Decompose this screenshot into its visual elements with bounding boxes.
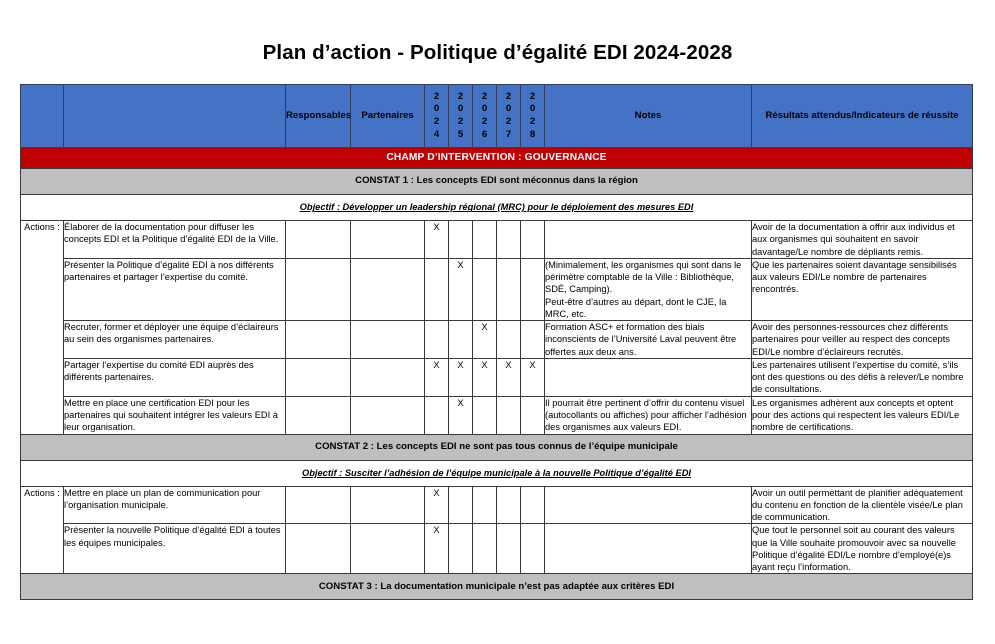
- partenaires-cell[interactable]: [351, 396, 425, 434]
- partenaires-cell[interactable]: [351, 321, 425, 359]
- year-cell-2026[interactable]: [473, 486, 497, 524]
- notes-cell[interactable]: (Minimalement, les organismes qui sont dans le périmètre comptable de la Ville : Bibliothèque, SDÉ, Camping). Peut-être d’autres au départ, dont le CJE, la MRC, etc.: [545, 258, 752, 320]
- resultats-cell[interactable]: Avoir des personnes-ressources chez différents partenaires pour veiller au respect des concepts EDI/Le nombre d’éclaireurs recrutés.: [752, 321, 973, 359]
- year-cell-2026[interactable]: X: [473, 321, 497, 359]
- year-cell-2027[interactable]: [497, 486, 521, 524]
- partenaires-cell[interactable]: [351, 258, 425, 320]
- resultats-cell[interactable]: Que tout le personnel soit au courant des valeurs que la Ville souhaite promouvoir avec sa nouvelle Politique d’égalité EDI/Le nombre d’employé(e)s ayant reçu l’information.: [752, 524, 973, 574]
- header-year-2026: 2 0 2 6: [473, 85, 497, 148]
- year-cell-2026[interactable]: [473, 221, 497, 259]
- action-text: Présenter la nouvelle Politique d’égalité EDI à toutes les équipes municipales.: [64, 524, 286, 574]
- year-cell-2025[interactable]: X: [449, 358, 473, 396]
- header-year-2024: 2 0 2 4: [425, 85, 449, 148]
- year-cell-2028[interactable]: [521, 396, 545, 434]
- header-action-spacer: [64, 85, 286, 148]
- constat-row-1: [21, 169, 973, 195]
- table-header-row: [21, 85, 973, 148]
- responsables-cell[interactable]: [286, 221, 351, 259]
- action-text: Élaborer de la documentation pour diffuser les concepts EDI et la Politique d’égalité EDI de la Ville.: [64, 221, 286, 259]
- partenaires-cell[interactable]: [351, 486, 425, 524]
- header-actions-spacer: [21, 85, 64, 148]
- resultats-cell[interactable]: Les partenaires utilisent l’expertise du comité, s’ils ont des questions ou des défis à relever/Le nombre de consultations.: [752, 358, 973, 396]
- actions-label: Actions :: [21, 486, 64, 574]
- header-resultats: Résultats attendus/Indicateurs de réussite: [752, 85, 973, 148]
- action-text: Mettre en place un plan de communication pour l’organisation municipale.: [64, 486, 286, 524]
- action-text: Partager l’expertise du comité EDI auprès des différents partenaires.: [64, 358, 286, 396]
- objectif-row-2: [21, 460, 973, 486]
- year-cell-2025[interactable]: [449, 524, 473, 574]
- year-cell-2026[interactable]: [473, 258, 497, 320]
- year-cell-2025[interactable]: X: [449, 258, 473, 320]
- resultats-cell[interactable]: Que les partenaires soient davantage sensibilisés aux valeurs EDI/Le nombre de partenaires rencontrés.: [752, 258, 973, 320]
- year-cell-2028[interactable]: [521, 258, 545, 320]
- year-cell-2025[interactable]: [449, 221, 473, 259]
- resultats-cell[interactable]: Avoir de la documentation à offrir aux individus et aux organismes qui souhaitent en savoir davantage/Le nombre de dépliants remis.: [752, 221, 973, 259]
- year-cell-2027[interactable]: [497, 321, 521, 359]
- notes-cell[interactable]: [545, 221, 752, 259]
- year-cell-2028[interactable]: [521, 524, 545, 574]
- year-cell-2024[interactable]: X: [425, 486, 449, 524]
- header-year-2025: 2 0 2 5: [449, 85, 473, 148]
- table-row: [21, 486, 973, 524]
- responsables-cell[interactable]: [286, 524, 351, 574]
- constat-row-2: [21, 434, 973, 460]
- resultats-cell[interactable]: Les organismes adhèrent aux concepts et optent pour des actions qui respectent les valeurs EDI/Le nombre de certifications.: [752, 396, 973, 434]
- notes-cell[interactable]: Il pourrait être pertinent d’offrir du contenu visuel (autocollants ou affiches) pour afficher l’adhésion des organismes aux valeurs EDI.: [545, 396, 752, 434]
- responsables-cell[interactable]: [286, 486, 351, 524]
- responsables-cell[interactable]: [286, 258, 351, 320]
- year-cell-2024[interactable]: [425, 321, 449, 359]
- year-cell-2024[interactable]: X: [425, 221, 449, 259]
- objectif-label: Objectif : Susciter l’adhésion de l’équipe municipale à la nouvelle Politique d’égalité EDI: [21, 460, 973, 486]
- header-responsables: Responsables: [286, 85, 351, 148]
- header-notes: Notes: [545, 85, 752, 148]
- year-cell-2027[interactable]: [497, 258, 521, 320]
- year-cell-2026[interactable]: [473, 396, 497, 434]
- year-cell-2024[interactable]: X: [425, 358, 449, 396]
- year-cell-2025[interactable]: [449, 321, 473, 359]
- action-text: Présenter la Politique d’égalité EDI à nos différents partenaires et partager l’expertise du comité.: [64, 258, 286, 320]
- constat-label: CONSTAT 2 : Les concepts EDI ne sont pas tous connus de l’équipe municipale: [21, 434, 973, 460]
- year-cell-2025[interactable]: [449, 486, 473, 524]
- notes-cell[interactable]: [545, 358, 752, 396]
- partenaires-cell[interactable]: [351, 221, 425, 259]
- header-year-2028: 2 0 2 8: [521, 85, 545, 148]
- table-row: [21, 396, 973, 434]
- year-cell-2027[interactable]: [497, 396, 521, 434]
- action-text: Mettre en place une certification EDI pour les partenaires qui souhaitent intégrer les valeurs EDI à leur organisation.: [64, 396, 286, 434]
- year-cell-2028[interactable]: [521, 221, 545, 259]
- notes-cell[interactable]: Formation ASC+ et formation des biais inconscients de l’Université Laval peuvent être offertes aux deux ans.: [545, 321, 752, 359]
- champ-intervention-label: CHAMP D’INTERVENTION : GOUVERNANCE: [21, 148, 973, 169]
- responsables-cell[interactable]: [286, 396, 351, 434]
- objectif-row-1: [21, 195, 973, 221]
- year-cell-2026[interactable]: X: [473, 358, 497, 396]
- header-partenaires: Partenaires: [351, 85, 425, 148]
- year-cell-2025[interactable]: X: [449, 396, 473, 434]
- constat-label: CONSTAT 1 : Les concepts EDI sont méconnus dans la région: [21, 169, 973, 195]
- partenaires-cell[interactable]: [351, 524, 425, 574]
- table-row: [21, 524, 973, 574]
- table-row: [21, 221, 973, 259]
- year-cell-2026[interactable]: [473, 524, 497, 574]
- actions-label: Actions :: [21, 221, 64, 435]
- table-row: [21, 358, 973, 396]
- objectif-label: Objectif : Développer un leadership régional (MRC) pour le déploiement des mesures EDI: [21, 195, 973, 221]
- notes-cell[interactable]: [545, 486, 752, 524]
- resultats-cell[interactable]: Avoir un outil permettant de planifier adéquatement du contenu en fonction de la clientèle visée/Le plan de communication.: [752, 486, 973, 524]
- page-title: Plan d’action - Politique d’égalité EDI 2024-2028: [262, 41, 733, 64]
- constat-label: CONSTAT 3 : La documentation municipale n’est pas adaptée aux critères EDI: [21, 574, 973, 600]
- champ-intervention-banner: [21, 148, 973, 169]
- responsables-cell[interactable]: [286, 321, 351, 359]
- year-cell-2024[interactable]: X: [425, 524, 449, 574]
- header-year-2027: 2 0 2 7: [497, 85, 521, 148]
- year-cell-2028[interactable]: [521, 321, 545, 359]
- table-row: [21, 258, 973, 320]
- year-cell-2028[interactable]: X: [521, 358, 545, 396]
- notes-cell[interactable]: [545, 524, 752, 574]
- partenaires-cell[interactable]: [351, 358, 425, 396]
- year-cell-2027[interactable]: [497, 221, 521, 259]
- action-text: Recruter, former et déployer une équipe d’éclaireurs au sein des organismes partenaires.: [64, 321, 286, 359]
- year-cell-2024[interactable]: [425, 258, 449, 320]
- table-body: [21, 85, 973, 600]
- year-cell-2027[interactable]: [497, 524, 521, 574]
- plan-action-table: [20, 84, 973, 600]
- year-cell-2024[interactable]: [425, 396, 449, 434]
- table-row: [21, 321, 973, 359]
- responsables-cell[interactable]: [286, 358, 351, 396]
- constat-row-3: [21, 574, 973, 600]
- year-cell-2028[interactable]: [521, 486, 545, 524]
- year-cell-2027[interactable]: X: [497, 358, 521, 396]
